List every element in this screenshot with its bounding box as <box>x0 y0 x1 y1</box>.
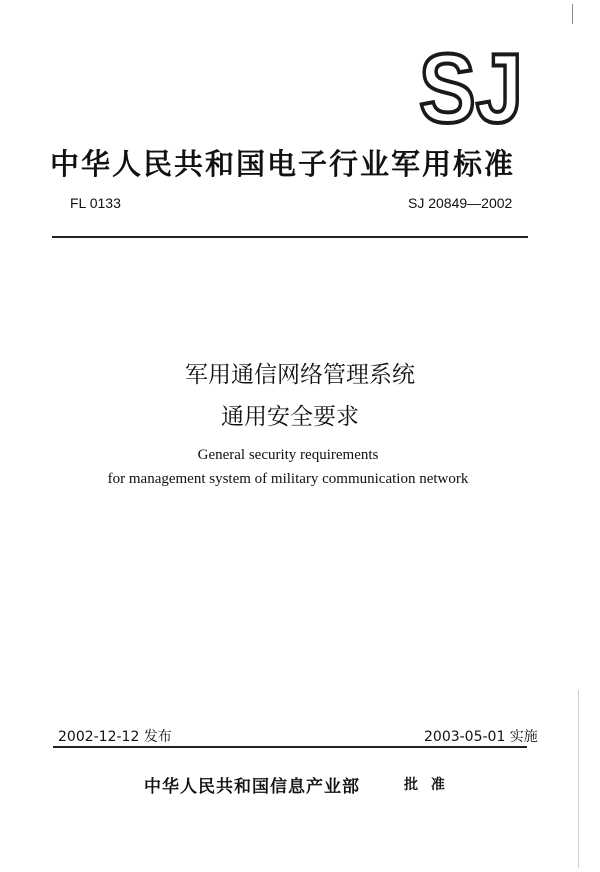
implementation-date: 2003-05-01 实施 <box>424 729 538 745</box>
issue-date: 2002-12-12 发布 <box>58 729 172 745</box>
sj-logo-graphic <box>418 33 524 143</box>
scan-edge-mark <box>578 690 579 868</box>
standard-category-title: 中华人民共和国电子行业军用标准 <box>50 147 516 181</box>
issuing-authority: 中华人民共和国信息产业部 <box>144 777 360 797</box>
document-title-en-line-1: General security requirements <box>197 447 379 463</box>
sj-logo-text: SJ <box>419 33 523 143</box>
document-title-zh-line-2: 通用安全要求 <box>221 404 359 430</box>
classification-code: FL 0133 <box>70 195 121 211</box>
document-title-en-line-2: for management system of military communication network <box>107 471 469 487</box>
sj-logo <box>418 33 524 143</box>
header-divider <box>52 236 528 238</box>
standard-number: SJ 20849—2002 <box>408 195 513 211</box>
footer-divider <box>53 746 527 748</box>
document-title-zh-line-1: 军用通信网络管理系统 <box>185 362 415 388</box>
scan-edge-mark <box>572 4 573 24</box>
approval-label: 批 准 <box>404 777 449 793</box>
